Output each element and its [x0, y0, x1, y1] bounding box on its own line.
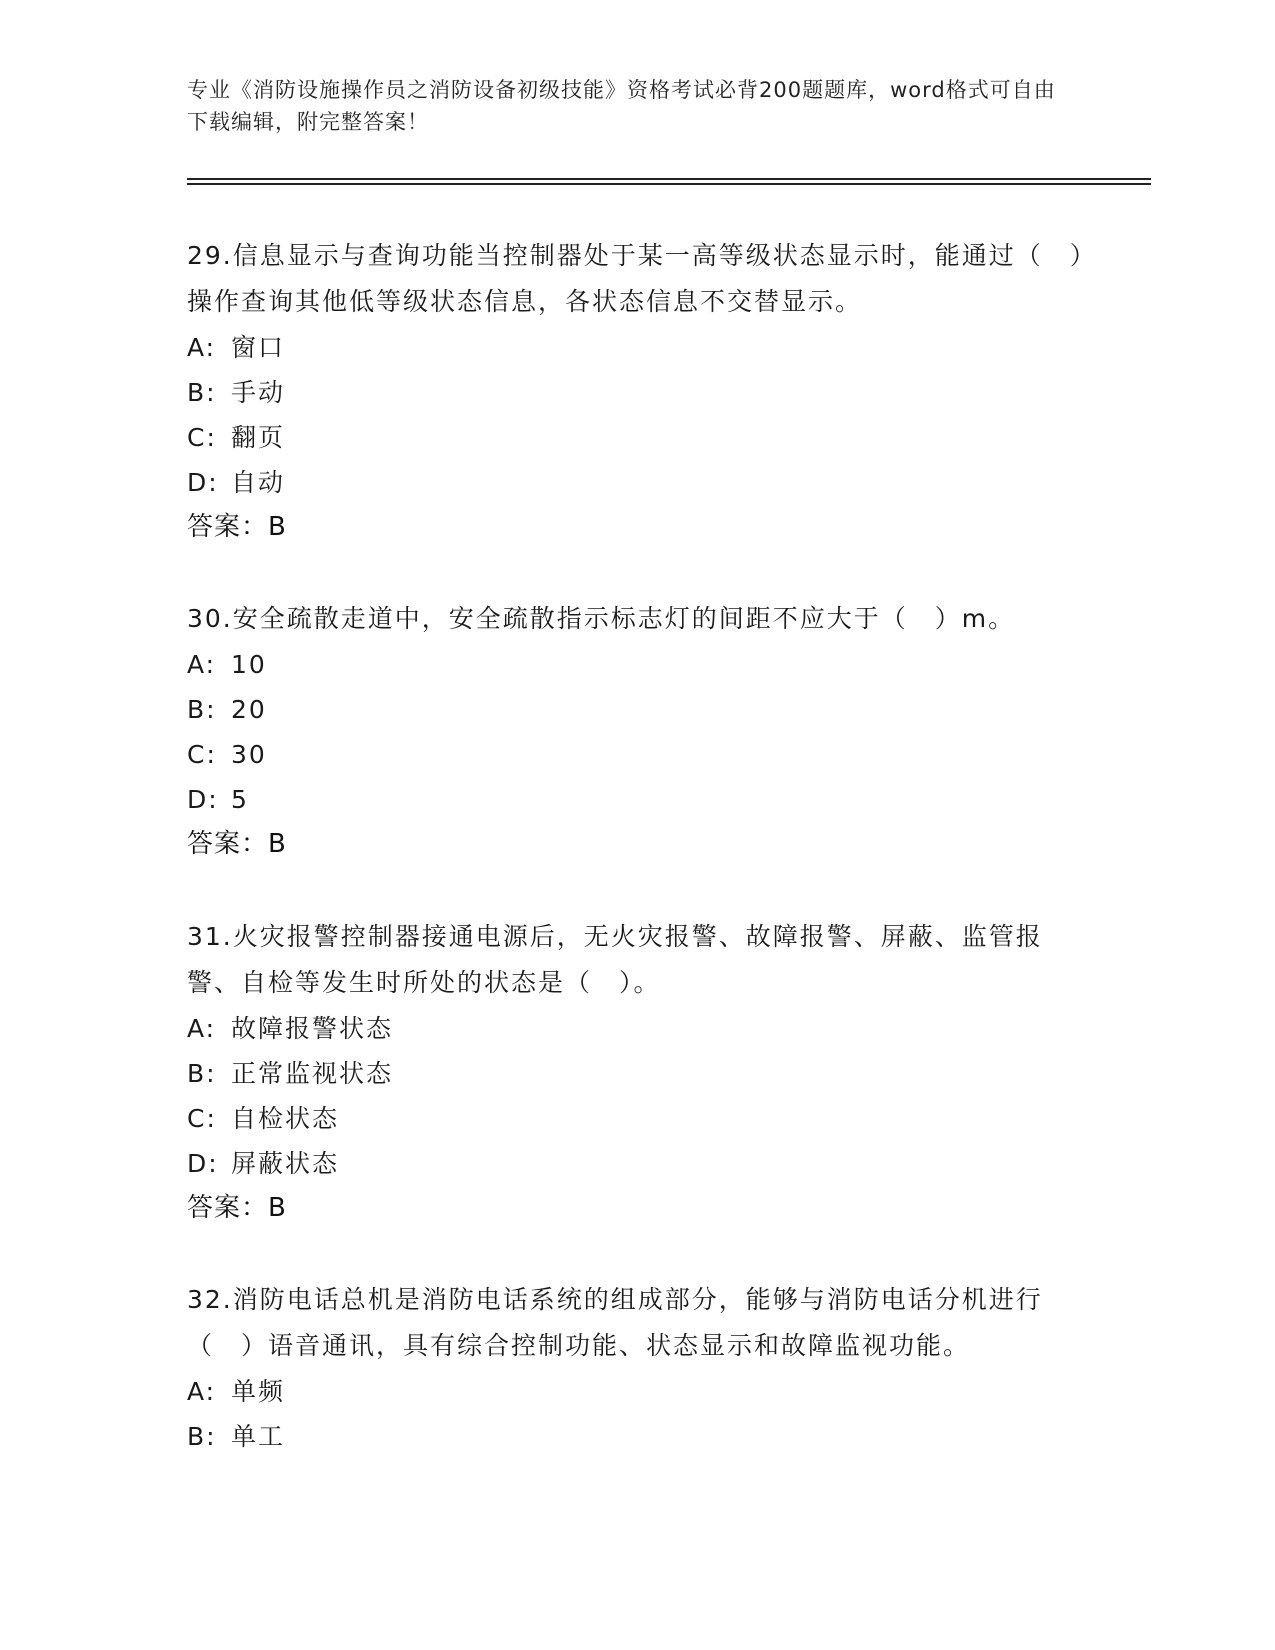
- option-text: 自检状态: [231, 1104, 340, 1133]
- option-letter: B:: [187, 1422, 217, 1451]
- option-b: [187, 370, 1087, 415]
- header-divider-top: [187, 178, 1151, 180]
- answer-line: 答案：B: [187, 1193, 287, 1223]
- header-divider-bottom: [187, 183, 1151, 185]
- option-text: 正常监视状态: [231, 1059, 394, 1088]
- option-text: 翻页: [231, 423, 286, 452]
- option-c: [187, 732, 1087, 777]
- answer-line: 答案：B: [187, 512, 287, 542]
- option-letter: A:: [187, 1014, 217, 1043]
- question-32: [187, 1277, 1087, 1459]
- option-b: [187, 687, 1087, 732]
- option-text: 手动: [231, 378, 286, 407]
- option-text: 窗口: [231, 333, 286, 362]
- option-text: 故障报警状态: [231, 1014, 394, 1043]
- option-letter: C:: [187, 1104, 217, 1133]
- option-letter: D:: [187, 1149, 219, 1178]
- option-text: 自动: [231, 468, 286, 497]
- option-d: [187, 777, 1087, 822]
- document-header: 专业《消防设施操作员之消防设备初级技能》资格考试必背200题题库，word格式可自由下载编辑，附完整答案！: [187, 78, 1056, 134]
- answer-line: 答案：B: [187, 829, 287, 859]
- option-b: [187, 1414, 1087, 1459]
- option-letter: C:: [187, 740, 217, 769]
- option-letter: D:: [187, 468, 219, 497]
- option-b: [187, 1051, 1087, 1096]
- option-text: 屏蔽状态: [231, 1149, 340, 1178]
- option-d: [187, 1141, 1087, 1186]
- option-c: [187, 415, 1087, 460]
- option-letter: A:: [187, 333, 217, 362]
- question-stem: 29.信息显示与查询功能当控制器处于某一高等级状态显示时，能通过（ ）操作查询其他低等级状态信息，各状态信息不交替显示。: [187, 241, 1085, 316]
- question-29: [187, 233, 1087, 550]
- option-a: [187, 642, 1087, 687]
- question-stem: 32.消防电话总机是消防电话系统的组成部分，能够与消防电话分机进行（ ）语音通讯，具有综合控制功能、状态显示和故障监视功能。: [187, 1285, 1043, 1360]
- option-letter: C:: [187, 423, 217, 452]
- option-letter: B:: [187, 378, 217, 407]
- option-letter: A:: [187, 650, 217, 679]
- question-stem: 31.火灾报警控制器接通电源后，无火灾报警、故障报警、屏蔽、监管报警、自检等发生时所处的状态是（ ）。: [187, 922, 1043, 997]
- option-d: [187, 460, 1087, 505]
- question-31: [187, 914, 1087, 1231]
- question-stem: 30.安全疏散走道中，安全疏散指示标志灯的间距不应大于（ ）m。: [187, 604, 1016, 633]
- option-letter: D:: [187, 785, 219, 814]
- option-text: 30: [231, 740, 267, 769]
- option-a: [187, 1006, 1087, 1051]
- question-30: [187, 596, 1087, 867]
- option-a: [187, 325, 1087, 370]
- option-letter: B:: [187, 695, 217, 724]
- option-text: 5: [231, 785, 249, 814]
- option-letter: B:: [187, 1059, 217, 1088]
- option-text: 单工: [231, 1422, 286, 1451]
- option-text: 单频: [231, 1377, 286, 1406]
- option-text: 10: [231, 650, 267, 679]
- option-a: [187, 1369, 1087, 1414]
- option-text: 20: [231, 695, 267, 724]
- option-c: [187, 1096, 1087, 1141]
- option-letter: A:: [187, 1377, 217, 1406]
